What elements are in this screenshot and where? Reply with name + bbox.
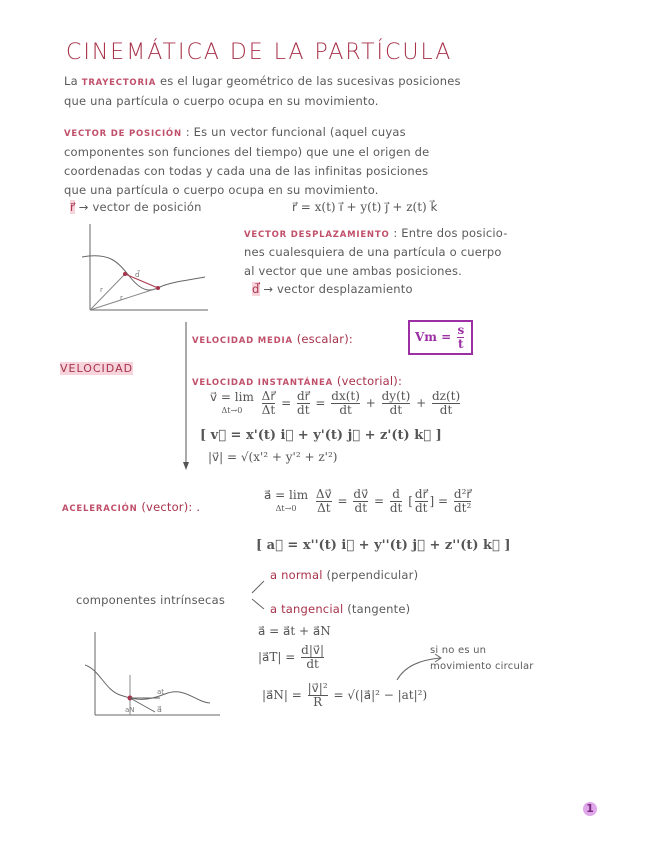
num: Δr⃗ <box>261 389 276 403</box>
fraction <box>262 390 276 417</box>
fraction <box>331 390 360 417</box>
text: (perpendicular) <box>326 568 419 582</box>
text: es el lugar geométrico de las sucesivas posiciones <box>160 74 461 88</box>
d-vector-symbol: d⃗ <box>252 282 260 296</box>
normal-line <box>270 568 418 582</box>
num: dz(t) <box>431 389 461 403</box>
den: Δt <box>317 501 331 515</box>
den: dt <box>354 501 368 515</box>
an-label: aN <box>125 706 135 714</box>
fraction <box>353 488 368 515</box>
text: (vectorial): <box>336 374 403 388</box>
trayectoria-line1 <box>64 74 461 88</box>
posicion-line1 <box>64 125 406 139</box>
lhs: |a⃗N| = <box>262 688 302 702</box>
num: dv⃗ <box>353 487 369 501</box>
den: dt <box>306 657 319 671</box>
den: R <box>313 695 323 709</box>
text: (tangente) <box>347 602 411 616</box>
num: dy(t) <box>381 389 411 403</box>
aceleracion-line <box>62 500 200 514</box>
term-normal: a normal <box>270 568 323 582</box>
lhs: a⃗ = lim <box>264 487 309 502</box>
lhs: |a⃗T| = <box>258 650 296 664</box>
term-tangencial: a tangencial <box>270 602 344 616</box>
at-formula <box>258 644 326 671</box>
num: dr⃗ <box>296 389 310 403</box>
fraction <box>432 390 460 417</box>
velocidad-instantanea <box>192 374 402 388</box>
num: dx(t) <box>331 389 360 403</box>
desplazamiento-line1 <box>244 226 508 240</box>
r2-label: r <box>120 294 123 302</box>
label: → vector de posición <box>78 200 202 214</box>
num: d <box>390 488 403 502</box>
num: |v⃗|² <box>307 681 328 695</box>
term-velocidad-instantanea: VELOCIDAD INSTANTÁNEA <box>192 378 334 388</box>
num: d|v⃗| <box>301 643 325 657</box>
d-label: d⃗ <box>135 271 140 279</box>
velocidad-heading: VELOCIDAD <box>60 362 134 375</box>
trayectoria-line2: que una partícula o cuerpo ocupa en su movimiento. <box>64 94 379 108</box>
posicion-line2: componentes son funciones del tiempo) que une el origen de <box>64 145 430 159</box>
fraction <box>457 324 464 351</box>
den: dt <box>339 403 352 417</box>
page-title: CINEMÁTICA DE LA PARTÍCULA <box>66 40 453 65</box>
lhs: v⃗ = lim <box>210 389 254 404</box>
note-line2: movimiento circular <box>430 661 534 672</box>
den: dt <box>439 403 453 417</box>
num: s <box>457 323 465 337</box>
desplazamiento-line3: al vector que une ambas posiciones. <box>244 264 462 278</box>
trajectory-diagram <box>80 222 210 312</box>
tangencial-line <box>270 602 410 616</box>
label: → vector desplazamiento <box>263 282 413 296</box>
desplazamiento-symbol-line <box>252 282 413 296</box>
fraction <box>316 488 332 515</box>
fraction <box>301 644 324 671</box>
intro: La <box>64 74 78 88</box>
den: dt <box>389 501 403 515</box>
page-number: 1 <box>583 802 597 816</box>
den: t <box>458 337 464 351</box>
sum-formula: a⃗ = a⃗t + a⃗N <box>258 624 331 638</box>
num: dr⃗ <box>414 487 428 501</box>
velocidad-bracket-line <box>182 322 190 472</box>
lim-sub: Δt→0 <box>275 503 297 513</box>
text: : Entre dos posicio- <box>393 226 508 240</box>
an-formula <box>262 682 427 709</box>
den: dt² <box>453 501 472 515</box>
lim-sub: Δt→0 <box>221 405 243 415</box>
fraction <box>454 488 471 515</box>
num: Δv⃗ <box>315 487 332 501</box>
term-vector-posicion: VECTOR DE POSICIÓN <box>64 129 182 139</box>
num: d²r⃗ <box>453 487 472 501</box>
r-vector-symbol: r⃗ <box>70 200 75 214</box>
text: (vector): . <box>141 500 201 514</box>
branch-arrows <box>250 575 270 615</box>
componentes-label: componentes intrínsecas <box>76 593 226 607</box>
term-velocidad-media: VELOCIDAD MEDIA <box>192 336 293 346</box>
velocidad-boxed-formula: [ v⃗ = x'(t) i⃗ + y'(t) j⃗ + z'(t) k⃗ ] <box>200 428 442 443</box>
lim <box>210 391 254 417</box>
term-aceleracion: ACELERACIÓN <box>62 504 138 514</box>
velocidad-media-formula <box>408 320 473 355</box>
text: : Es un vector funcional (aquel cuyas <box>185 125 406 139</box>
fraction <box>415 488 428 515</box>
velocidad-media <box>192 332 353 346</box>
den: Δt <box>261 403 276 417</box>
lim <box>264 489 308 515</box>
at-label: at <box>157 688 165 696</box>
den: dt <box>297 403 310 417</box>
rhs: = √(|a⃗|² − |at|²) <box>333 688 428 702</box>
text: (escalar): <box>296 332 353 346</box>
fraction <box>382 390 411 417</box>
posicion-line3: coordenadas con todas y cada una de las infinitas posiciones <box>64 164 429 178</box>
components-diagram <box>85 630 225 720</box>
posicion-line4: que una partícula o cuerpo ocupa en su movimiento. <box>64 183 379 197</box>
den: dt <box>389 403 403 417</box>
fraction <box>297 390 310 417</box>
desplazamiento-line2: nes cualesquiera de una partícula o cuerpo <box>244 245 502 259</box>
fraction <box>390 488 403 515</box>
posicion-symbol-line <box>70 200 202 214</box>
posicion-formula: r⃗ = x(t) i⃗ + y(t) j⃗ + z(t) k⃗ <box>292 200 438 214</box>
aceleracion-limit-formula: a⃗ = lim Δt→0 $\frac{\Delta v⃗}{\Delta t}$ = $\frac{dv⃗}{dt}$ = $\frac{d}{dt}$ [ $\frac{dr⃗}{dt}$ ] = $\frac{\text{d²r⃗}}{\text{dt²}}$ <box>264 487 472 515</box>
r1-label: r <box>100 286 103 294</box>
aceleracion-boxed-formula: [ a⃗ = x''(t) i⃗ + y''(t) j⃗ + z''(t) k⃗ ] <box>256 538 511 553</box>
velocidad-modulus: |v⃗| = √(x'² + y'² + z'²) <box>208 450 338 464</box>
den: dt <box>414 501 428 515</box>
fraction <box>308 682 328 709</box>
term-trayectoria: TRAYECTORIA <box>81 78 157 88</box>
velocidad-limit-formula: v⃗ = lim Δt→0 $\frac{\Delta r⃗}{\Delta t}$ = $\frac{dr⃗}{dt}$ = $\frac{dx(t)}{dt}$ + $\frac{dy(t)}{dt}$ + $\frac{dz(t)}{dt}$ <box>210 389 461 417</box>
a-label: a⃗ <box>157 705 162 714</box>
lhs: Vm = <box>415 330 452 344</box>
note-line1: si no es un <box>430 645 487 656</box>
term-vector-desplazamiento: VECTOR DESPLAZAMIENTO <box>244 230 390 240</box>
